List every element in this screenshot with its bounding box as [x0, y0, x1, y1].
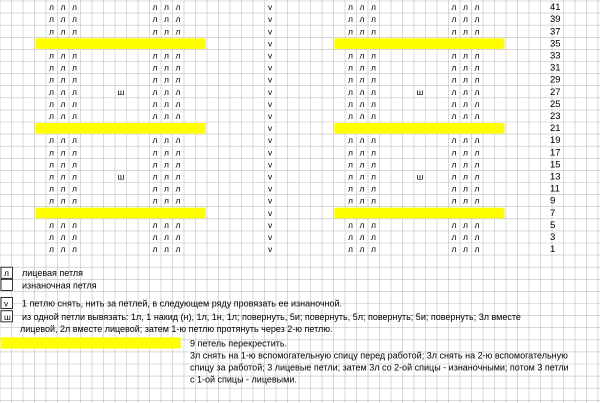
knit-stitch: л: [348, 62, 353, 73]
knit-stitch: л: [474, 98, 480, 109]
knit-stitch: л: [72, 26, 77, 37]
knit-stitch: л: [359, 86, 365, 97]
knit-stitch: л: [348, 98, 353, 109]
slip-stitch: v: [268, 38, 273, 49]
knit-stitch: л: [164, 135, 169, 146]
knit-stitch: л: [359, 62, 365, 73]
knit-stitch: л: [60, 231, 66, 242]
cross-highlight-left: [36, 208, 206, 219]
knit-stitch: л: [371, 231, 376, 242]
knit-stitch: л: [463, 219, 468, 230]
row-number: 1: [550, 244, 556, 256]
knit-stitch: л: [451, 135, 457, 146]
row-number: 5: [550, 219, 556, 231]
knit-stitch: л: [474, 14, 480, 25]
legend-text: изнаночная петля: [22, 280, 97, 291]
knit-stitch: л: [60, 74, 66, 85]
knit-stitch: л: [348, 135, 353, 146]
knit-stitch: л: [60, 98, 66, 109]
knit-stitch: л: [49, 86, 54, 97]
knit-stitch: л: [49, 74, 54, 85]
knit-stitch: л: [49, 171, 54, 182]
knit-stitch: л: [348, 147, 353, 158]
slip-stitch: v: [268, 219, 273, 230]
knit-stitch: л: [60, 14, 66, 25]
knit-stitch: л: [474, 2, 480, 13]
row-number: 11: [550, 183, 560, 195]
knit-stitch: л: [463, 244, 468, 255]
legend-text: лицевая петля: [22, 268, 84, 279]
knit-stitch: л: [474, 147, 480, 158]
knit-stitch: л: [451, 183, 457, 194]
knit-stitch: л: [451, 244, 457, 255]
slip-stitch: v: [268, 62, 273, 73]
knit-stitch: л: [451, 171, 457, 182]
knit-stitch: л: [463, 98, 468, 109]
knit-stitch: л: [152, 244, 158, 255]
row-number: 23: [550, 110, 561, 122]
knit-stitch: л: [164, 147, 169, 158]
knit-stitch: л: [348, 2, 353, 13]
legend-cross-text: 3л снять на 1-ю вспомогательную спицу перед работой; 3л снять на 2-ю вспомогательную: [190, 350, 568, 361]
knit-stitch: л: [72, 98, 77, 109]
knit-stitch: л: [371, 147, 376, 158]
knit-stitch: л: [164, 26, 169, 37]
knit-stitch: л: [60, 50, 66, 61]
knit-stitch: л: [49, 135, 54, 146]
knit-stitch: л: [359, 219, 365, 230]
row-number: 21: [550, 123, 561, 135]
slip-stitch: v: [268, 98, 273, 109]
knit-stitch: л: [152, 159, 158, 170]
knit-stitch: л: [348, 183, 353, 194]
knit-stitch: л: [60, 26, 66, 37]
slip-stitch: v: [268, 50, 273, 61]
knit-stitch: л: [348, 159, 353, 170]
cross-highlight-right: [335, 38, 505, 49]
knit-stitch: л: [164, 50, 169, 61]
knit-stitch: л: [451, 98, 457, 109]
knit-stitch: л: [49, 244, 54, 255]
knit-stitch: л: [371, 50, 376, 61]
knit-stitch: л: [175, 135, 181, 146]
knit-stitch: л: [371, 244, 376, 255]
knit-stitch: л: [72, 62, 77, 73]
knit-stitch: л: [451, 231, 457, 242]
legend-cross-text: 9 петель перекрестить.: [190, 338, 288, 349]
knit-stitch: л: [164, 14, 169, 25]
row-number: 25: [550, 98, 561, 110]
knit-stitch: л: [49, 159, 54, 170]
knit-stitch: л: [72, 183, 77, 194]
knit-stitch: л: [371, 74, 376, 85]
knit-stitch: л: [359, 195, 365, 206]
knit-stitch: л: [152, 50, 158, 61]
knit-stitch: л: [152, 219, 158, 230]
knit-stitch: л: [451, 86, 457, 97]
knit-stitch: л: [463, 195, 468, 206]
knit-stitch: л: [60, 147, 66, 158]
legend-text: из одной петли вывязать: 1л, 1 накид (н), 1л, 1н, 1л; повернуть, 5и; повернуть, 5л; повернуть; 5и; повернуть; 3л вместе: [22, 311, 521, 322]
slip-stitch: v: [268, 74, 273, 85]
knit-stitch: л: [359, 98, 365, 109]
knit-stitch: л: [175, 86, 181, 97]
knit-stitch: л: [348, 74, 353, 85]
knit-stitch: л: [164, 244, 169, 255]
knit-stitch: л: [463, 74, 468, 85]
knit-stitch: л: [60, 2, 66, 13]
knit-stitch: л: [371, 2, 376, 13]
slip-stitch: v: [268, 2, 273, 13]
knit-stitch: л: [49, 26, 54, 37]
knit-stitch: л: [152, 86, 158, 97]
knit-stitch: л: [175, 74, 181, 85]
knit-stitch: л: [152, 2, 158, 13]
knit-stitch: л: [164, 195, 169, 206]
knit-stitch: л: [463, 14, 468, 25]
knit-stitch: л: [474, 159, 480, 170]
knit-stitch: л: [348, 219, 353, 230]
knit-stitch: л: [49, 2, 54, 13]
knit-stitch: л: [175, 50, 181, 61]
knit-stitch: л: [451, 14, 457, 25]
row-number: 15: [550, 159, 561, 171]
knit-stitch: л: [175, 110, 181, 121]
slip-stitch: v: [268, 14, 273, 25]
knit-stitch: л: [49, 110, 54, 121]
knit-stitch: л: [474, 135, 480, 146]
knit-stitch: л: [60, 219, 66, 230]
knit-stitch: л: [175, 98, 181, 109]
knit-stitch: л: [175, 62, 181, 73]
knit-stitch: л: [359, 135, 365, 146]
knit-stitch: л: [49, 62, 54, 73]
knit-stitch: л: [164, 86, 169, 97]
knit-stitch: л: [371, 86, 376, 97]
knit-stitch: л: [164, 159, 169, 170]
knit-stitch: л: [451, 62, 457, 73]
knit-stitch: л: [371, 183, 376, 194]
knit-stitch: л: [463, 50, 468, 61]
row-number: 27: [550, 86, 561, 98]
cross-highlight-right: [335, 123, 505, 134]
knit-stitch: л: [60, 183, 66, 194]
knit-stitch: л: [60, 195, 66, 206]
row-number: 19: [550, 135, 561, 147]
knit-stitch: л: [359, 2, 365, 13]
bobble-stitch: ш: [117, 171, 125, 182]
knit-stitch: л: [359, 147, 365, 158]
legend-symbol-cell: [1, 279, 13, 290]
knit-stitch: л: [451, 159, 457, 170]
knit-stitch: л: [164, 171, 169, 182]
legend-text: 1 петлю снять, нить за петлей, в следующем ряду провязать ее изнаночной.: [22, 298, 343, 309]
knit-stitch: л: [152, 231, 158, 242]
knit-stitch: л: [164, 2, 169, 13]
knit-stitch: л: [451, 74, 457, 85]
slip-stitch: v: [268, 159, 273, 170]
row-number: 3: [550, 231, 556, 243]
knit-stitch: л: [359, 110, 365, 121]
row-number: 29: [550, 74, 561, 86]
legend-symbol: v: [4, 298, 9, 309]
knit-stitch: л: [359, 183, 365, 194]
knit-stitch: л: [152, 110, 158, 121]
knit-stitch: л: [72, 74, 77, 85]
cross-highlight-left: [36, 123, 206, 134]
slip-stitch: v: [268, 26, 273, 37]
knit-stitch: л: [152, 147, 158, 158]
knit-stitch: л: [463, 171, 468, 182]
knit-stitch: л: [371, 159, 376, 170]
knit-stitch: л: [474, 74, 480, 85]
knit-stitch: л: [348, 14, 353, 25]
knit-stitch: л: [474, 50, 480, 61]
knit-stitch: л: [463, 135, 468, 146]
knit-stitch: л: [164, 231, 169, 242]
knit-stitch: л: [152, 62, 158, 73]
knit-stitch: л: [72, 86, 77, 97]
knit-stitch: л: [152, 135, 158, 146]
knit-stitch: л: [348, 50, 353, 61]
cross-highlight-right: [335, 208, 505, 219]
knit-stitch: л: [451, 26, 457, 37]
knit-stitch: л: [60, 110, 66, 121]
knit-stitch: л: [175, 14, 181, 25]
legend-text: лицевой, 2л вместе лицевой; затем 1-ю петлю протянуть через 2-ю петлю.: [20, 323, 333, 334]
knit-stitch: л: [371, 195, 376, 206]
knit-stitch: л: [359, 171, 365, 182]
knit-stitch: л: [348, 171, 353, 182]
knit-stitch: л: [359, 159, 365, 170]
knit-stitch: л: [474, 62, 480, 73]
row-number: 41: [550, 2, 561, 14]
knit-stitch: л: [164, 74, 169, 85]
legend-symbol: л: [4, 268, 9, 279]
slip-stitch: v: [268, 183, 273, 194]
row-number: 37: [550, 26, 561, 38]
knit-stitch: л: [175, 26, 181, 37]
knit-stitch: л: [474, 171, 480, 182]
knit-stitch: л: [348, 244, 353, 255]
knit-stitch: л: [49, 195, 54, 206]
knit-stitch: л: [359, 14, 365, 25]
knit-stitch: л: [451, 147, 457, 158]
knit-stitch: л: [371, 110, 376, 121]
knit-stitch: л: [463, 62, 468, 73]
knit-stitch: л: [463, 159, 468, 170]
knit-stitch: л: [152, 183, 158, 194]
slip-stitch: v: [268, 123, 273, 134]
legend-cross-text: спицу за работой; 3 лицевые петли; затем 3л со 2-ой спицы - изнаночными; потом 3 петли: [190, 362, 569, 373]
knit-stitch: л: [49, 147, 54, 158]
row-number: 35: [550, 38, 561, 50]
knit-stitch: л: [60, 244, 66, 255]
knit-stitch: л: [164, 62, 169, 73]
knit-stitch: л: [463, 86, 468, 97]
knit-stitch: л: [463, 183, 468, 194]
knit-stitch: л: [474, 86, 480, 97]
knit-stitch: л: [72, 195, 77, 206]
knit-stitch: л: [359, 26, 365, 37]
slip-stitch: v: [268, 195, 273, 206]
knit-stitch: л: [348, 26, 353, 37]
knit-stitch: л: [348, 86, 353, 97]
knit-stitch: л: [175, 231, 181, 242]
knit-stitch: л: [463, 147, 468, 158]
knit-stitch: л: [72, 50, 77, 61]
knit-stitch: л: [451, 195, 457, 206]
knit-stitch: л: [371, 14, 376, 25]
knit-stitch: л: [72, 231, 77, 242]
knit-stitch: л: [152, 14, 158, 25]
slip-stitch: v: [268, 171, 273, 182]
knit-stitch: л: [60, 159, 66, 170]
knit-stitch: л: [72, 171, 77, 182]
row-number: 31: [550, 62, 561, 74]
knit-stitch: л: [152, 26, 158, 37]
knit-stitch: л: [348, 110, 353, 121]
knit-stitch: л: [72, 219, 77, 230]
bobble-stitch: ш: [416, 86, 424, 97]
knit-stitch: л: [371, 62, 376, 73]
knit-stitch: л: [60, 62, 66, 73]
knit-stitch: л: [49, 231, 54, 242]
knit-stitch: л: [359, 50, 365, 61]
knit-stitch: л: [152, 74, 158, 85]
knit-stitch: л: [463, 110, 468, 121]
knit-stitch: л: [72, 135, 77, 146]
knit-stitch: л: [72, 110, 77, 121]
knit-stitch: л: [474, 219, 480, 230]
knit-stitch: л: [72, 159, 77, 170]
knit-stitch: л: [164, 98, 169, 109]
knit-stitch: л: [359, 244, 365, 255]
knit-stitch: л: [474, 110, 480, 121]
row-number: 9: [550, 195, 556, 207]
knit-stitch: л: [175, 159, 181, 170]
knit-stitch: л: [348, 231, 353, 242]
row-number: 17: [550, 147, 561, 159]
knit-stitch: л: [474, 231, 480, 242]
knit-stitch: л: [175, 171, 181, 182]
knit-stitch: л: [463, 231, 468, 242]
legend-symbol: ш: [4, 311, 11, 322]
cross-highlight-left: [36, 38, 206, 49]
knit-stitch: л: [164, 183, 169, 194]
knit-stitch: л: [474, 195, 480, 206]
knit-stitch: л: [359, 74, 365, 85]
knit-stitch: л: [451, 219, 457, 230]
row-number: 33: [550, 50, 561, 62]
row-number: 13: [550, 171, 561, 183]
knit-stitch: л: [164, 110, 169, 121]
legend-cross-text: с 1-ой спицы - лицевыми.: [190, 374, 297, 385]
knit-stitch: л: [60, 171, 66, 182]
knit-stitch: л: [152, 171, 158, 182]
knit-stitch: л: [152, 195, 158, 206]
knit-stitch: л: [359, 231, 365, 242]
knit-stitch: л: [175, 147, 181, 158]
knit-stitch: л: [371, 171, 376, 182]
slip-stitch: v: [268, 207, 273, 218]
knit-stitch: л: [451, 50, 457, 61]
knit-stitch: л: [371, 98, 376, 109]
knit-stitch: л: [72, 244, 77, 255]
knit-stitch: л: [49, 98, 54, 109]
knit-stitch: л: [474, 244, 480, 255]
bobble-stitch: ш: [117, 86, 125, 97]
slip-stitch: v: [268, 244, 273, 255]
knit-stitch: л: [60, 135, 66, 146]
knit-stitch: л: [175, 183, 181, 194]
knit-stitch: л: [371, 26, 376, 37]
knit-stitch: л: [175, 2, 181, 13]
knit-stitch: л: [175, 195, 181, 206]
knit-stitch: л: [72, 147, 77, 158]
knit-stitch: л: [49, 219, 54, 230]
bobble-stitch: ш: [416, 171, 424, 182]
slip-stitch: v: [268, 135, 273, 146]
knit-stitch: л: [371, 135, 376, 146]
slip-stitch: v: [268, 110, 273, 121]
knit-stitch: л: [72, 2, 77, 13]
knit-stitch: л: [175, 219, 181, 230]
knit-stitch: л: [371, 219, 376, 230]
slip-stitch: v: [268, 147, 273, 158]
knit-stitch: л: [49, 183, 54, 194]
knit-stitch: л: [474, 183, 480, 194]
knit-stitch: л: [451, 110, 457, 121]
knit-stitch: л: [348, 195, 353, 206]
legend-cross-swatch: [1, 337, 181, 348]
knit-stitch: л: [60, 86, 66, 97]
knit-stitch: л: [463, 26, 468, 37]
knit-stitch: л: [72, 14, 77, 25]
slip-stitch: v: [268, 86, 273, 97]
row-number: 39: [550, 14, 561, 26]
knit-stitch: л: [451, 2, 457, 13]
knit-stitch: л: [474, 26, 480, 37]
knit-stitch: л: [152, 98, 158, 109]
knit-stitch: л: [49, 14, 54, 25]
slip-stitch: v: [268, 231, 273, 242]
knit-stitch: л: [175, 244, 181, 255]
knit-stitch: л: [463, 2, 468, 13]
knit-stitch: л: [164, 219, 169, 230]
row-number: 7: [550, 207, 556, 219]
knit-stitch: л: [49, 50, 54, 61]
